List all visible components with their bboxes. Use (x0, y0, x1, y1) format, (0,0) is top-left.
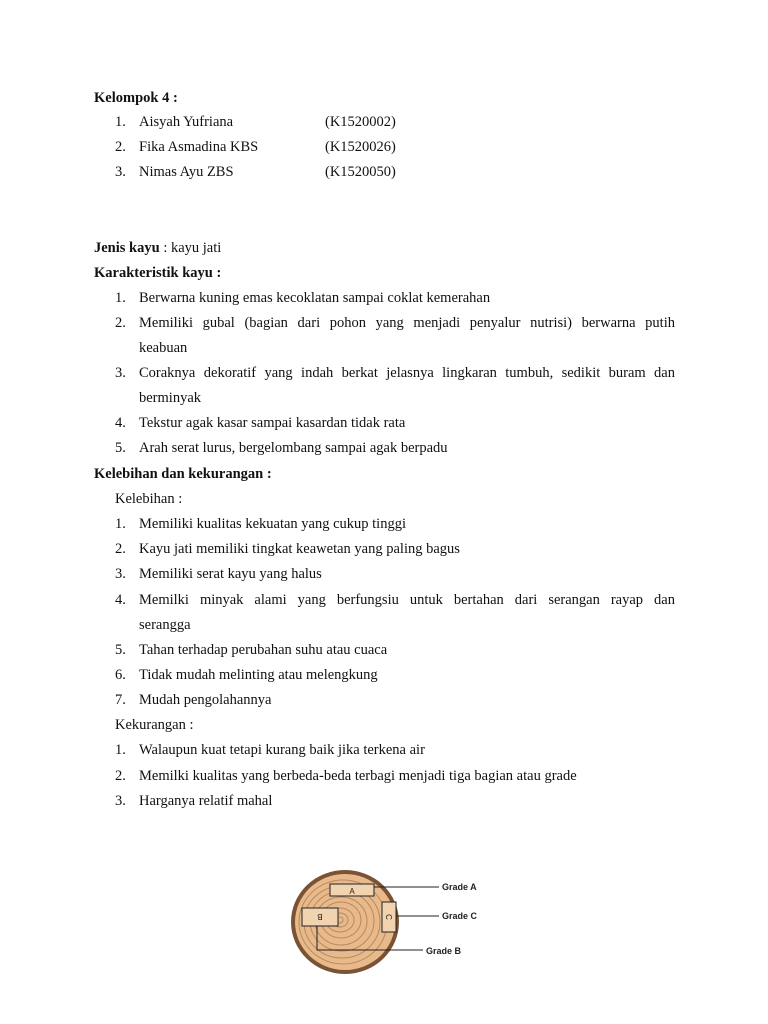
list-number: 3. (115, 793, 126, 809)
characteristic-item (139, 361, 675, 411)
list-number: 1. (115, 290, 126, 306)
pros-item (139, 588, 675, 638)
member-id: (K1520026) (325, 139, 396, 155)
grade-b-box-letter: B (317, 912, 323, 921)
characteristic-item (139, 311, 675, 361)
characteristics-title: Karakteristik kayu : (94, 265, 222, 281)
cons-item: Harganya relatif mahal (139, 793, 273, 809)
grade-c-box-letter: C (384, 914, 393, 920)
list-number: 4. (115, 592, 126, 608)
wood-grade-figure (289, 868, 487, 978)
member-number: 2. (115, 139, 126, 155)
list-number: 1. (115, 742, 126, 758)
wood-type-label: Jenis kayu (94, 240, 160, 256)
pros-item: Tahan terhadap perubahan suhu atau cuaca (139, 642, 388, 658)
item-line-continued: berminyak (139, 390, 202, 406)
wood-type-line (94, 238, 221, 258)
member-id: (K1520050) (325, 164, 396, 180)
item-line: Coraknya dekoratif yang indah berkat jelasnya lingkaran tumbuh, sedikit buram dan (139, 365, 675, 381)
characteristic-item: Arah serat lurus, bergelombang sampai agak berpadu (139, 440, 448, 456)
member-number: 1. (115, 114, 126, 130)
pros-cons-title: Kelebihan dan kekurangan : (94, 466, 272, 482)
list-number: 5. (115, 440, 126, 456)
grade-c-label: Grade C (442, 911, 478, 921)
cons-item: Walaupun kuat tetapi kurang baik jika terkena air (139, 742, 425, 758)
item-line: Memiliki gubal (bagian dari pohon yang menjadi penyalur nutrisi) berwarna putih (139, 315, 675, 331)
list-number: 4. (115, 415, 126, 431)
item-line: Memilki minyak alami yang berfungsiu untuk bertahan dari serangan rayap dan (139, 592, 675, 608)
grade-a-box-letter: A (349, 887, 355, 896)
cons-label: Kekurangan : (115, 717, 194, 733)
item-line-continued: serangga (139, 617, 191, 633)
member-id: (K1520002) (325, 114, 396, 130)
member-name: Aisyah Yufriana (139, 114, 234, 130)
pros-item: Memiliki serat kayu yang halus (139, 566, 322, 582)
member-number: 3. (115, 164, 126, 180)
list-number: 3. (115, 566, 126, 582)
list-number: 2. (115, 768, 126, 784)
group-title: Kelompok 4 : (94, 90, 178, 106)
list-number: 6. (115, 667, 126, 683)
list-number: 2. (115, 541, 126, 557)
characteristic-item: Berwarna kuning emas kecoklatan sampai coklat kemerahan (139, 290, 491, 306)
pros-item: Memiliki kualitas kekuatan yang cukup tinggi (139, 516, 406, 532)
pros-item: Mudah pengolahannya (139, 692, 272, 708)
pros-item: Kayu jati memiliki tingkat keawetan yang paling bagus (139, 541, 460, 557)
list-number: 1. (115, 516, 126, 532)
grade-a-label: Grade A (442, 882, 477, 892)
pros-label: Kelebihan : (115, 491, 183, 507)
list-number: 3. (115, 365, 126, 381)
member-name: Fika Asmadina KBS (139, 139, 259, 155)
characteristic-item: Tekstur agak kasar sampai kasardan tidak rata (139, 415, 406, 431)
log-cross-section-illustration (289, 868, 487, 978)
list-number: 7. (115, 692, 126, 708)
wood-type-value: : kayu jati (159, 240, 222, 256)
pros-item: Tidak mudah melinting atau melengkung (139, 667, 378, 683)
item-line-continued: keabuan (139, 340, 188, 356)
grade-b-label: Grade B (426, 946, 462, 956)
cons-item: Memilki kualitas yang berbeda-beda terbagi menjadi tiga bagian atau grade (139, 768, 577, 784)
list-number: 5. (115, 642, 126, 658)
list-number: 2. (115, 315, 126, 331)
member-name: Nimas Ayu ZBS (139, 164, 234, 180)
